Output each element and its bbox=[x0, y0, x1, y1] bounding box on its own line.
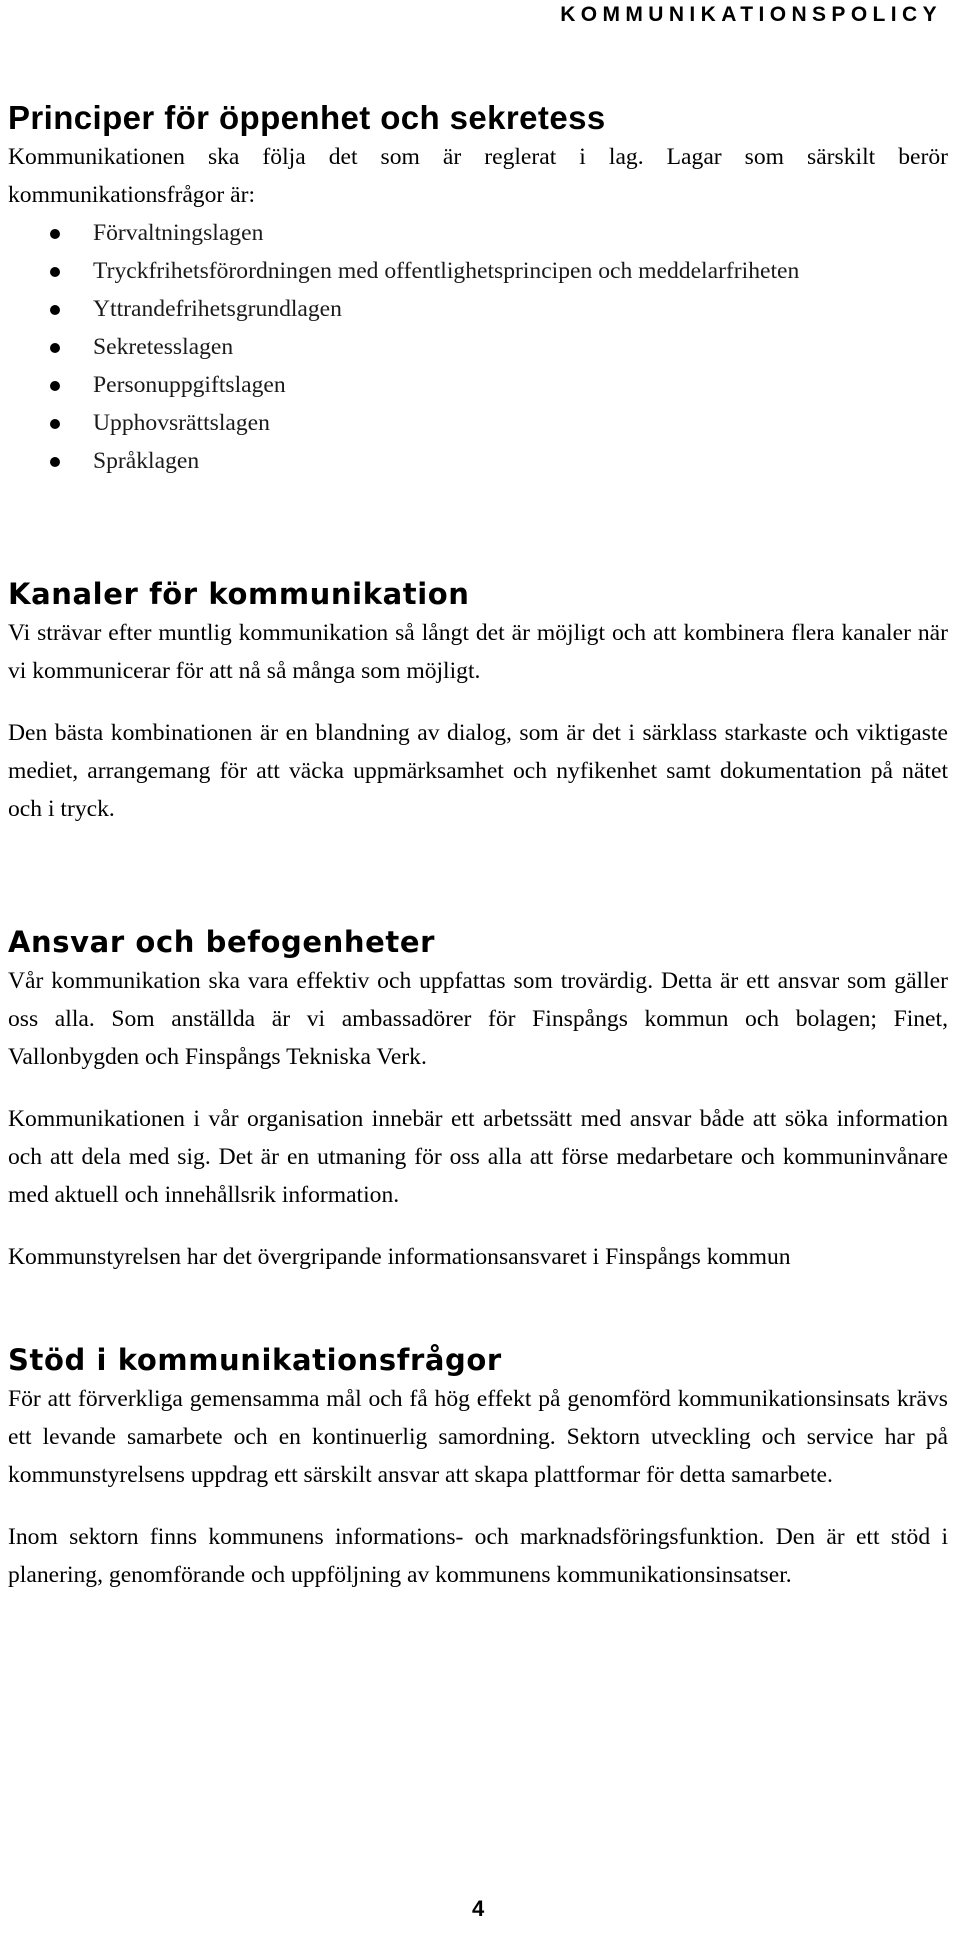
paragraph: För att förverkliga gemensamma mål och få hög effekt på genomförd kommunikationsinsats krävs ett levande samarbete och en kontinuerlig samordning. Sektorn utveckling och service har på kommunstyrelsens uppdrag ett särskilt ansvar att skapa plattformar för detta samarbete. bbox=[8, 1386, 948, 1488]
paragraph: Kommunikationen i vår organisation innebär ett arbetssätt med ansvar både att söka information och att dela med sig. Det är en utmaning för oss alla att förse medarbetare och kommuninvånare med aktuell och innehållsrik information. bbox=[8, 1106, 948, 1208]
page-number: 4 bbox=[472, 1896, 485, 1921]
list-item-text: Språklagen bbox=[93, 448, 200, 474]
section-responsibility bbox=[8, 922, 948, 1276]
list-item bbox=[8, 404, 948, 442]
bullet-icon bbox=[50, 267, 60, 277]
page-content bbox=[8, 98, 948, 1594]
list-item bbox=[8, 214, 948, 252]
list-item-text: Personuppgiftslagen bbox=[93, 372, 286, 398]
paragraph: Vi strävar efter muntlig kommunikation så långt det är möjligt och att kombinera flera kanaler när vi kommunicerar för att nå så många som möjligt. bbox=[8, 620, 948, 684]
law-list bbox=[8, 214, 948, 480]
list-item bbox=[8, 442, 948, 480]
list-item-text: Förvaltningslagen bbox=[93, 220, 264, 246]
paragraph: Inom sektorn finns kommunens informations- och marknadsföringsfunktion. Den är ett stöd i planering, genomförande och uppföljning av kommunens kommunikationsinsatser. bbox=[8, 1524, 948, 1588]
section-support bbox=[8, 1340, 948, 1594]
list-item bbox=[8, 328, 948, 366]
list-item bbox=[8, 366, 948, 404]
section-heading-responsibility: Ansvar och befogenheter bbox=[8, 925, 436, 959]
list-item-text: Tryckfrihetsförordningen med offentlighetsprincipen och meddelarfriheten bbox=[93, 258, 800, 284]
bullet-icon bbox=[50, 381, 60, 391]
running-header: KOMMUNIKATIONSPOLICY bbox=[560, 3, 942, 26]
bullet-icon bbox=[50, 457, 60, 467]
bullet-icon bbox=[50, 229, 60, 239]
section-heading-channels: Kanaler för kommunikation bbox=[8, 577, 470, 611]
bullet-icon bbox=[50, 305, 60, 315]
paragraph: Den bästa kombinationen är en blandning av dialog, som är det i särklass starkaste och viktigaste mediet, arrangemang för att väcka uppmärksamhet och nyfikenhet samt dokumentation på nätet och i tryck. bbox=[8, 720, 948, 822]
list-item bbox=[8, 252, 948, 290]
section-heading-support: Stöd i kommunikationsfrågor bbox=[8, 1343, 502, 1377]
section-channels bbox=[8, 574, 948, 828]
list-item-text: Upphovsrättslagen bbox=[93, 410, 270, 436]
section-principles bbox=[8, 98, 948, 480]
paragraph: Kommunikationen ska följa det som är reglerat i lag. Lagar som särskilt berör kommunikationsfrågor är: bbox=[8, 144, 948, 208]
paragraph: Vår kommunikation ska vara effektiv och uppfattas som trovärdig. Detta är ett ansvar som gäller oss alla. Som anställda är vi ambassadörer för Finspångs kommun och bolagen; Finet, Vallonbygden och Finspångs Tekniska Verk. bbox=[8, 968, 948, 1070]
bullet-icon bbox=[50, 419, 60, 429]
list-item bbox=[8, 290, 948, 328]
list-item-text: Yttrandefrihetsgrundlagen bbox=[93, 296, 342, 322]
paragraph: Kommunstyrelsen har det övergripande informationsansvaret i Finspångs kommun bbox=[8, 1244, 791, 1270]
bullet-icon bbox=[50, 343, 60, 353]
section-heading-principles: Principer för öppenhet och sekretess bbox=[8, 99, 606, 136]
list-item-text: Sekretesslagen bbox=[93, 334, 234, 360]
